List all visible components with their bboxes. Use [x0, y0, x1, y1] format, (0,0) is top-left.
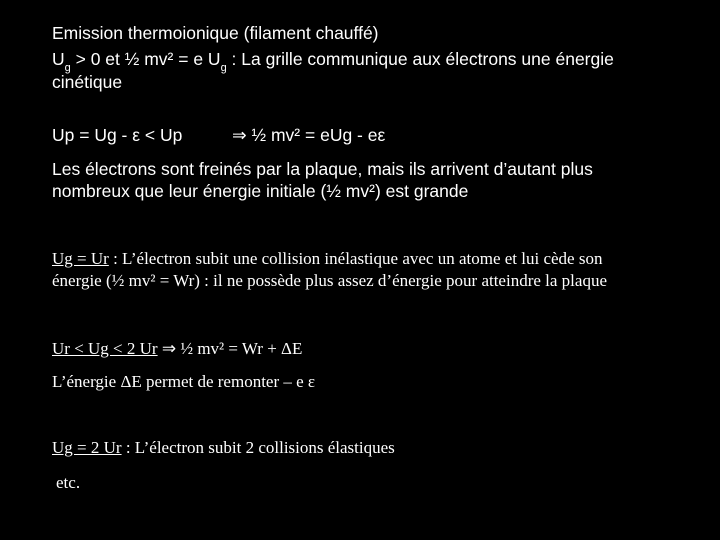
delta-e-line: L’énergie ΔE permet de remonter – e ε — [52, 372, 316, 391]
emission-heading: Emission thermoionique (filament chauffé) — [52, 23, 379, 43]
formula-left: Up = Ug - ε < Up — [52, 125, 183, 145]
braking-description-1: Les électrons sont freinés par la plaque, mais ils arrivent d’autant plus — [52, 159, 593, 179]
etc-text: etc. — [56, 473, 81, 492]
condition-ug-equals-2ur: Ug = 2 Ur — [52, 438, 122, 457]
energy-relation-line — [52, 49, 614, 74]
relation-text: > 0 et ½ mv² = e U — [70, 49, 221, 69]
elastic-collision-text: : L’électron subit 2 collisions élastiques — [121, 438, 395, 457]
inelastic-collision-line-1 — [52, 250, 602, 267]
subscript-g: g — [64, 62, 71, 74]
subscript-g-2: g — [220, 62, 227, 74]
range-condition-line — [52, 340, 302, 357]
elastic-collision-line — [52, 439, 395, 456]
energy-relation-continuation: cinétique — [52, 72, 123, 92]
condition-ug-equals-ur: Ug = Ur — [52, 249, 109, 268]
u-symbol: U — [52, 49, 65, 69]
relation-rest: : La grille communique aux électrons une énergie — [226, 49, 614, 69]
formula-right: ⇒ ½ mv² = eUg - eε — [232, 125, 386, 145]
condition-ur-lt-ug-lt-2ur: Ur < Ug < 2 Ur — [52, 339, 158, 358]
braking-description-2: nombreux que leur énergie initiale (½ mv²) est grande — [52, 181, 469, 201]
inelastic-collision-text: : L’électron subit une collision inélastique avec un atome et lui cède son — [108, 249, 603, 268]
inelastic-collision-line-2: énergie (½ mv² = Wr) : il ne possède plus assez d’énergie pour atteindre la plaque — [52, 271, 607, 290]
range-result: ⇒ ½ mv² = Wr + ΔE — [157, 339, 303, 358]
